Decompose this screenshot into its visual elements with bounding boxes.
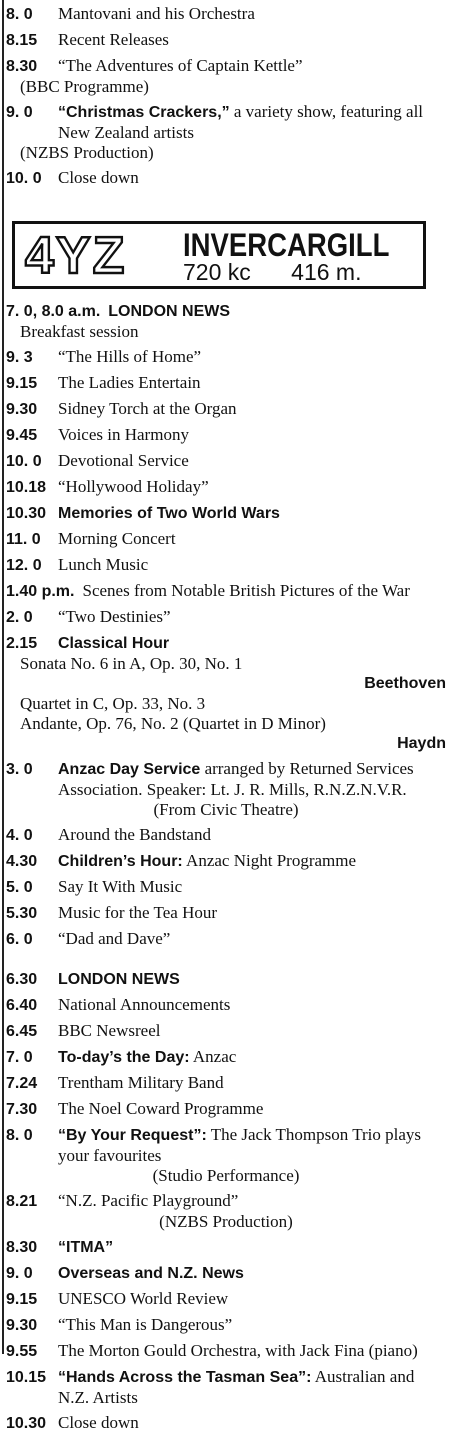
programme-entry [6, 1263, 446, 1284]
programme-title-bold: LONDON NEWS [108, 303, 231, 320]
programme-title-bold: Anzac Day Service [58, 761, 201, 778]
programme-entry [6, 877, 446, 898]
programme-entry [6, 929, 446, 950]
programme-time: 10.30 [6, 1415, 47, 1432]
programme-entry [6, 903, 446, 924]
programme-time: 2. 0 [6, 609, 33, 626]
programme-entry [6, 581, 446, 602]
programme-entry [6, 851, 446, 872]
programme-entry [6, 1289, 446, 1310]
programme-title: a variety show, featuring all New Zealand artists [58, 102, 424, 142]
programme-title: Mantovani and his Orchestra [58, 4, 255, 23]
programme-title: Around the Bandstand [58, 825, 211, 844]
programme-entry [6, 1341, 446, 1362]
station-schedule [6, 301, 446, 1434]
programme-entry [6, 451, 446, 472]
station-logo: 4YZ [25, 227, 127, 285]
programme-note: (From Civic Theatre) [153, 800, 299, 819]
programme-entry [6, 4, 446, 25]
programme-title: Sidney Torch at the Organ [58, 399, 237, 418]
programme-entry [6, 1073, 446, 1094]
programme-time: 9. 3 [6, 349, 33, 366]
programme-title: arranged by Returned Services Association. Speaker: Lt. J. R. Mills, R.N.Z.N.V.R. [58, 759, 414, 799]
programme-title: Recent Releases [58, 30, 169, 49]
programme-entry [6, 555, 446, 576]
programme-time: 8.30 [6, 1239, 38, 1256]
programme-composer: Haydn [397, 735, 446, 752]
programme-title: Anzac Night Programme [182, 851, 357, 870]
programme-entry [6, 56, 446, 97]
programme-title: Lunch Music [58, 555, 149, 574]
programme-time: 10.15 [6, 1369, 47, 1386]
programme-time: 7.30 [6, 1101, 38, 1118]
programme-title-bold: “Hands Across the Tasman Sea”: [58, 1369, 312, 1386]
programme-time: 9. 0 [6, 1265, 33, 1282]
programme-entry [6, 529, 446, 550]
programme-title: BBC Newsreel [58, 1021, 161, 1040]
programme-time: 2.15 [6, 635, 38, 652]
programme-entry [6, 1237, 446, 1258]
programme-entry [6, 347, 446, 368]
programme-entry [6, 825, 446, 846]
programme-time: 9.15 [6, 375, 38, 392]
programme-entry [6, 1099, 446, 1120]
programme-time: 10.30 [6, 505, 47, 522]
programme-entry [6, 30, 446, 51]
programme-title: Voices in Harmony [58, 425, 189, 444]
programme-entry [6, 995, 446, 1016]
programme-entry [6, 373, 446, 394]
programme-entry [6, 607, 446, 628]
programme-time: 9.30 [6, 1317, 38, 1334]
programme-title: The Noel Coward Programme [58, 1099, 264, 1118]
frequency-kc: 720 kc [183, 259, 251, 285]
station-frequency [183, 260, 361, 284]
programme-entry [6, 301, 446, 342]
programme-title: “Dad and Dave” [58, 929, 171, 948]
programme-title: Trentham Military Band [58, 1073, 224, 1092]
programme-time: 8.21 [6, 1193, 38, 1210]
programme-entry [6, 1047, 446, 1068]
programme-time: 6.45 [6, 1023, 38, 1040]
programme-entry [6, 477, 446, 498]
programme-time: 8. 0 [6, 6, 33, 23]
programme-composer: Beethoven [364, 675, 446, 692]
programme-title: Scenes from Notable British Pictures of the War [82, 581, 410, 600]
programme-title: Close down [58, 1413, 139, 1432]
programme-title: Music for the Tea Hour [58, 903, 218, 922]
programme-title: UNESCO World Review [58, 1289, 229, 1308]
programme-time: 7. 0 [6, 1049, 33, 1066]
programme-time: 12. 0 [6, 557, 42, 574]
programme-time: 6.40 [6, 997, 38, 1014]
programme-title: The Ladies Entertain [58, 373, 201, 392]
programme-title-bold: Classical Hour [58, 635, 170, 652]
programme-time: 8. 0 [6, 1127, 33, 1144]
programme-title-bold: “ITMA” [58, 1239, 114, 1256]
programme-time: 8.30 [6, 58, 38, 75]
programme-time: 4.30 [6, 853, 38, 870]
section-gap [6, 955, 446, 969]
programme-time: 6. 0 [6, 931, 33, 948]
programme-entry [6, 1191, 446, 1232]
programme-entry [6, 425, 446, 446]
programme-time: 9.15 [6, 1291, 38, 1308]
programme-time: 11. 0 [6, 531, 41, 548]
programme-title: “Hollywood Holiday” [58, 477, 209, 496]
programme-work: Andante, Op. 76, No. 2 (Quartet in D Minor) [20, 714, 326, 733]
programme-time: 9. 0 [6, 104, 33, 121]
programme-subtitle: (NZBS Production) [20, 143, 154, 162]
programme-time: 9.30 [6, 401, 38, 418]
programme-entry [6, 1413, 446, 1434]
programme-entry [6, 503, 446, 524]
programme-title: “The Adventures of Captain Kettle” [58, 56, 303, 75]
programme-title: Close down [58, 168, 139, 187]
programme-title: Say It With Music [58, 877, 183, 896]
programme-note: (NZBS Production) [159, 1212, 293, 1231]
programme-time: 7.24 [6, 1075, 38, 1092]
programme-title: Anzac [189, 1047, 237, 1066]
programme-title: “N.Z. Pacific Playground” [58, 1191, 239, 1210]
programme-subtitle: Breakfast session [20, 322, 139, 341]
programme-note: (Studio Performance) [152, 1166, 300, 1185]
programme-time: 4. 0 [6, 827, 33, 844]
programme-title-bold: “By Your Request”: [58, 1127, 207, 1144]
programme-work: Sonata No. 6 in A, Op. 30, No. 1 [20, 654, 243, 673]
programme-entry [6, 633, 446, 754]
programme-entry [6, 399, 446, 420]
programme-title: The Jack Thompson Trio plays your favourites [58, 1125, 422, 1165]
programme-title-bold: Children’s Hour: [58, 853, 183, 870]
programme-entry [6, 1367, 446, 1408]
programme-time: 9.55 [6, 1343, 38, 1360]
programme-time: 10. 0 [6, 170, 42, 187]
programme-entry [6, 969, 446, 990]
programme-title-bold: Memories of Two World Wars [58, 505, 280, 522]
programme-time: 7. 0, 8.0 a.m. [6, 303, 101, 320]
programme-entry [6, 759, 446, 820]
station-city: INVERCARGILL [183, 227, 390, 263]
programme-entry [6, 168, 446, 189]
programme-title: “This Man is Dangerous” [58, 1315, 233, 1334]
column-rule [2, 0, 4, 1354]
programme-time: 9.45 [6, 427, 38, 444]
programme-title: The Morton Gould Orchestra, with Jack Fina (piano) [58, 1341, 418, 1360]
programme-time: 10. 0 [6, 453, 42, 470]
programme-entry [6, 1021, 446, 1042]
programme-time: 1.40 p.m. [6, 583, 75, 600]
programme-title-bold: LONDON NEWS [58, 971, 180, 988]
programme-entry [6, 102, 446, 163]
programme-title-bold: Overseas and N.Z. News [58, 1265, 244, 1282]
programme-subtitle: (BBC Programme) [20, 77, 149, 96]
programme-title: “The Hills of Home” [58, 347, 202, 366]
programme-title-bold: “Christmas Crackers,” [58, 104, 230, 121]
programme-title: Devotional Service [58, 451, 189, 470]
programme-title: Morning Concert [58, 529, 176, 548]
wavelength: 416 m. [291, 259, 362, 285]
programme-time: 3. 0 [6, 761, 33, 778]
programme-time: 10.18 [6, 479, 47, 496]
programme-title: National Announcements [58, 995, 231, 1014]
programme-entry [6, 1315, 446, 1336]
schedule-column [6, 4, 446, 1439]
station-banner [12, 221, 426, 289]
previous-station-schedule [6, 4, 446, 189]
programme-title: Australian and N.Z. Artists [58, 1367, 415, 1407]
programme-time: 6.30 [6, 971, 38, 988]
programme-title: “Two Destinies” [58, 607, 171, 626]
programme-time: 8.15 [6, 32, 38, 49]
programme-work: Quartet in C, Op. 33, No. 3 [20, 694, 206, 713]
programme-entry [6, 1125, 446, 1186]
programme-title-bold: To-day’s the Day: [58, 1049, 190, 1066]
programme-time: 5. 0 [6, 879, 33, 896]
programme-time: 5.30 [6, 905, 38, 922]
